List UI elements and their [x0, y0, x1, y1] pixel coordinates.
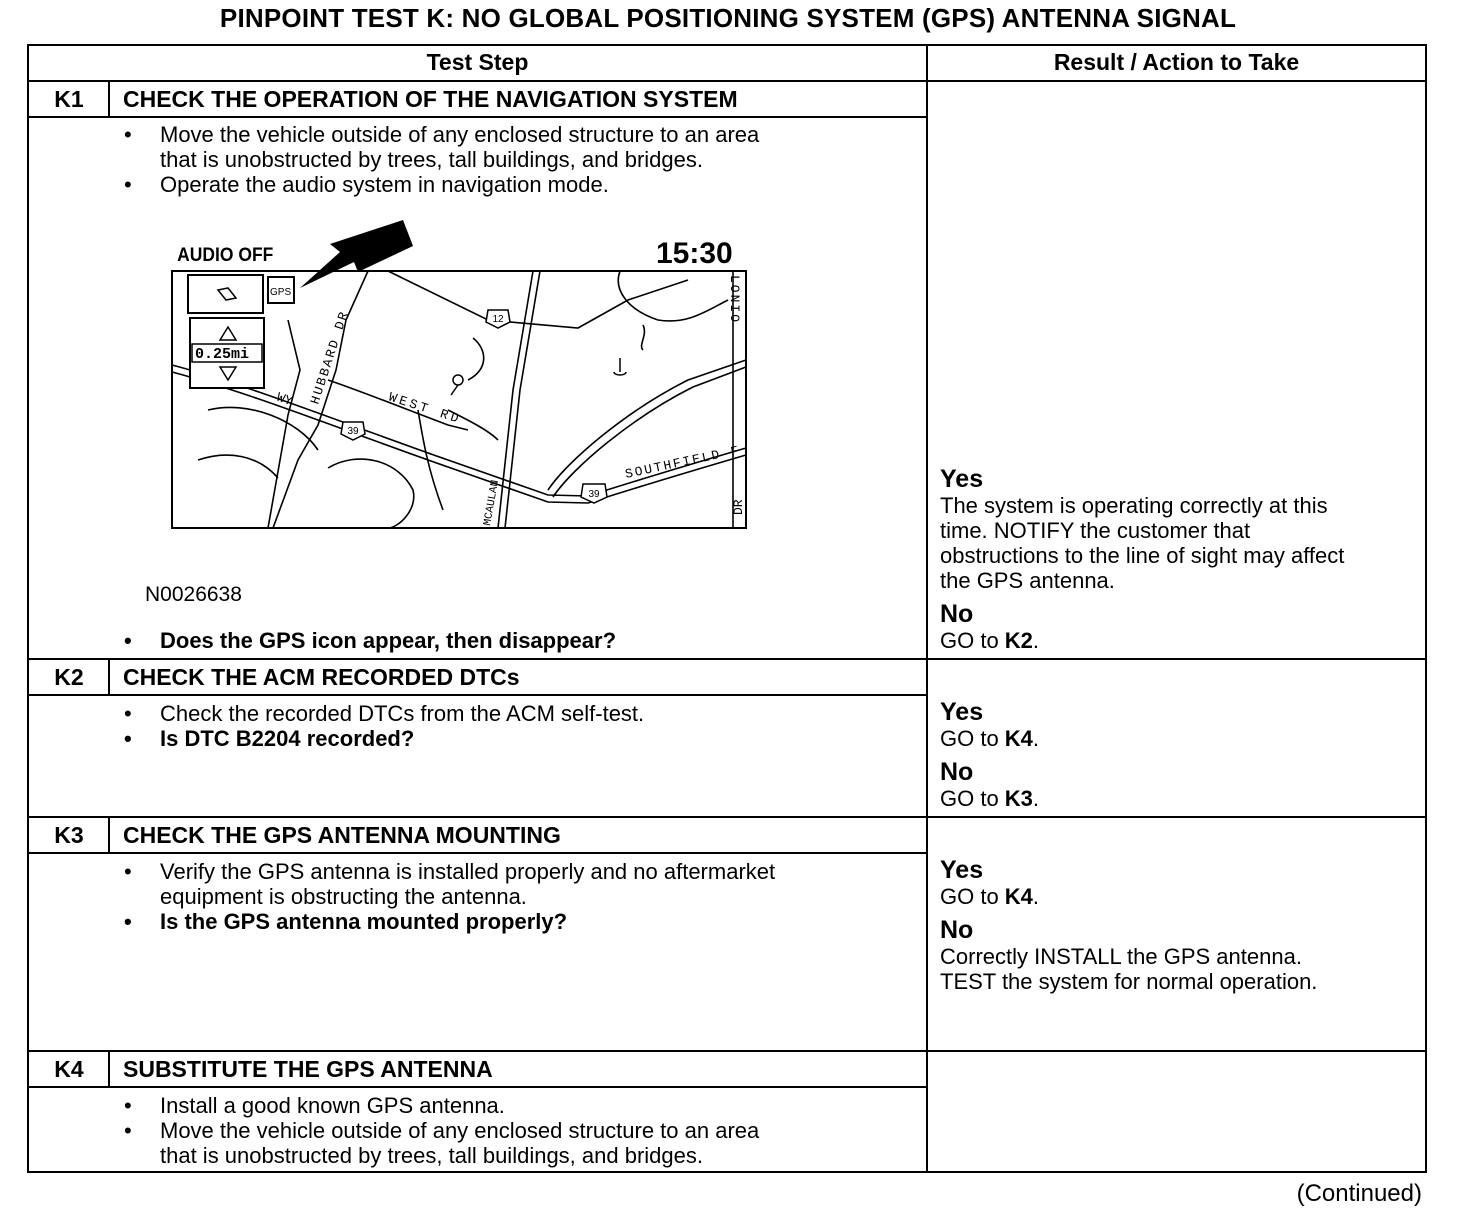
- k1-bullets: [124, 122, 759, 197]
- route-shield-12: 12: [492, 314, 504, 325]
- k1-result: [940, 465, 1344, 653]
- k2-yes-label: Yes: [940, 698, 984, 726]
- k1-no-label: No: [940, 600, 974, 628]
- page-title: PINPOINT TEST K: NO GLOBAL POSITIONING SYSTEM (GPS) ANTENNA SIGNAL: [219, 3, 1237, 33]
- k2-result: [940, 698, 1039, 811]
- k2-yes-action: GO to K4.: [940, 726, 1040, 751]
- route-shield-39-east: 39: [588, 489, 600, 500]
- k1-yes-line: the GPS antenna.: [940, 568, 1115, 593]
- k3-yes-label: Yes: [940, 856, 984, 884]
- k3-question: • Is the GPS antenna mounted properly?: [124, 909, 775, 934]
- street-label-mc: MCAULAN: [482, 479, 502, 527]
- k3-yes-action: GO to K4.: [940, 884, 1040, 909]
- step-id-k3: K3: [54, 822, 84, 848]
- street-label-wy: WY: [274, 389, 295, 410]
- k3-title-divider: [27, 852, 928, 854]
- k1-yes-label: Yes: [940, 465, 984, 493]
- street-label-west: WEST RD: [386, 389, 464, 428]
- k1-no-action: GO to K2.: [940, 628, 1040, 653]
- header-divider: [27, 80, 1427, 82]
- k4-bullets: [124, 1093, 759, 1168]
- figure-id: N0026638: [145, 583, 242, 606]
- k2-no-target: K3: [1004, 786, 1033, 811]
- k2-bullet-1: • Check the recorded DTCs from the ACM self-test.: [124, 701, 644, 726]
- k3-no-line: Correctly INSTALL the GPS antenna.: [940, 944, 1302, 969]
- k3-bullet-1: • Verify the GPS antenna is installed properly and no aftermarket equipment is obstructing the antenna.: [124, 859, 775, 909]
- street-label-southfield: SOUTHFIELD F: [623, 442, 742, 482]
- k3-yes-target: K4: [1004, 884, 1033, 909]
- k2-row-divider: [27, 816, 1427, 818]
- k1-yes-line: The system is operating correctly at this: [940, 493, 1328, 518]
- k1-no-target: K2: [1004, 628, 1033, 653]
- step-title-k3: CHECK THE GPS ANTENNA MOUNTING: [123, 822, 561, 848]
- gps-icon-label: GPS: [270, 287, 292, 298]
- column-divider: [926, 44, 928, 1173]
- k2-yes-target: K4: [1004, 726, 1033, 751]
- step-title-k4: SUBSTITUTE THE GPS ANTENNA: [123, 1056, 493, 1082]
- k4-bullet-1: • Install a good known GPS antenna.: [124, 1093, 759, 1118]
- step-id-k2: K2: [54, 664, 84, 690]
- k2-no-label: No: [940, 758, 974, 786]
- k1-question: [124, 628, 616, 653]
- street-label-hubbard: HUBBARD DR: [307, 308, 353, 407]
- street-label-dr: DR: [731, 499, 746, 515]
- k1-yes-line: obstructions to the line of sight may affect: [940, 543, 1345, 568]
- gps-icon: [268, 277, 294, 303]
- route-shield-39-west: 39: [347, 426, 359, 437]
- k1-bullet-2: • Operate the audio system in navigation mode.: [124, 172, 759, 197]
- k1-row-divider: [27, 658, 1427, 660]
- k4-bullet-2: • Move the vehicle outside of any enclosed structure to an area that is unobstructed by trees, tall buildings, and bridges.: [124, 1118, 759, 1168]
- k2-title-divider: [27, 694, 928, 696]
- step-id-k4: K4: [54, 1056, 84, 1082]
- k1-question-item: • Does the GPS icon appear, then disappear?: [124, 628, 616, 653]
- k2-question: • Is DTC B2204 recorded?: [124, 726, 644, 751]
- step-title-k1: CHECK THE OPERATION OF THE NAVIGATION SYSTEM: [123, 86, 738, 112]
- scale-label: 0.25mi: [195, 346, 250, 363]
- k1-title-divider: [27, 116, 928, 118]
- k2-no-action: GO to K3.: [940, 786, 1040, 811]
- k3-row-divider: [27, 1050, 1427, 1052]
- continued-label: (Continued): [1296, 1180, 1422, 1207]
- navigation-screen-figure: [168, 210, 758, 535]
- k1-bullet-1: • Move the vehicle outside of any enclosed structure to an area that is unobstructed by trees, tall buildings, and bridges.: [124, 122, 759, 172]
- k3-no-label: No: [940, 916, 974, 944]
- k2-bullets: [124, 701, 644, 751]
- k1-yes-line: time. NOTIFY the customer that: [940, 518, 1251, 543]
- audio-off-label: AUDIO OFF: [177, 243, 274, 266]
- k3-no-line: TEST the system for normal operation.: [940, 969, 1318, 994]
- clock-label: 15:30: [656, 237, 733, 270]
- header-result: Result / Action to Take: [1053, 49, 1300, 75]
- step-id-k1: K1: [54, 86, 84, 112]
- header-test-step: Test Step: [426, 49, 529, 75]
- step-title-k2: CHECK THE ACM RECORDED DTCs: [123, 664, 520, 690]
- k3-bullets: [124, 859, 775, 934]
- k3-result: [940, 856, 1317, 994]
- k4-title-divider: [27, 1086, 928, 1088]
- street-label-lonio: LONIO: [727, 275, 742, 325]
- scale-panel: [188, 275, 264, 388]
